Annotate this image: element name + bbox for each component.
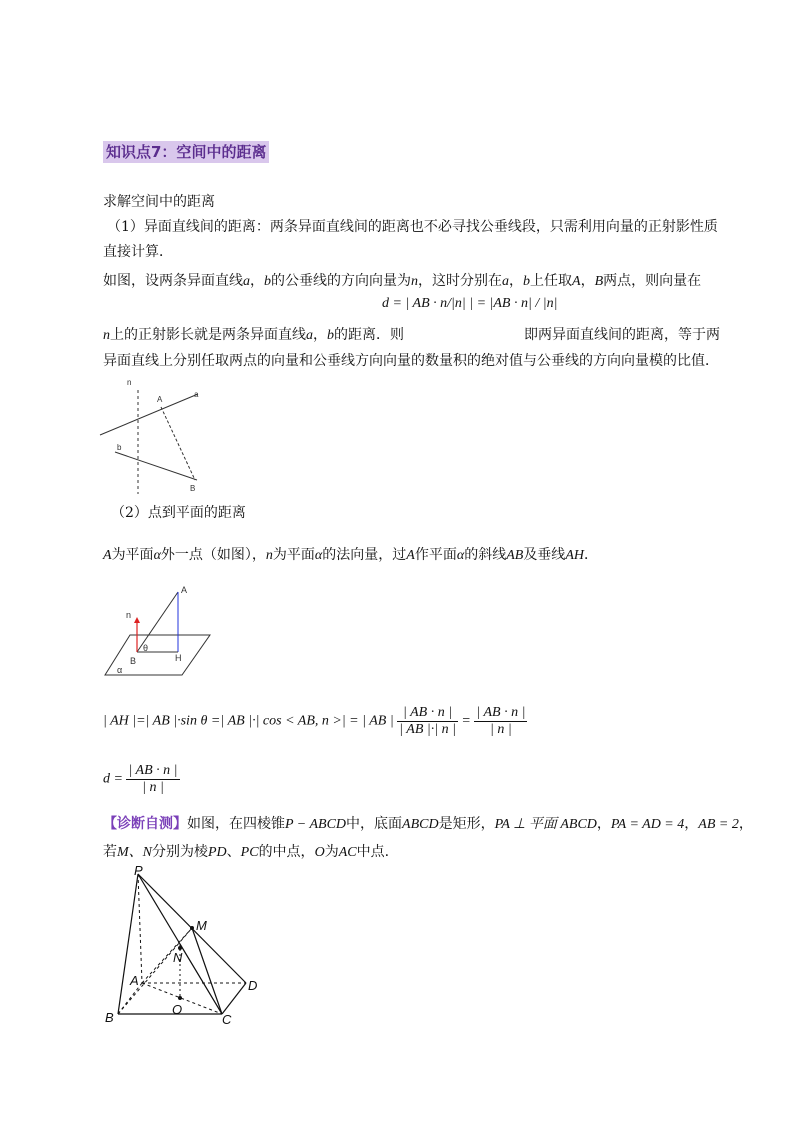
label-C: C: [222, 1012, 232, 1027]
text-fragment: 的距离．则: [334, 327, 404, 343]
text-fragment: 的法向量，过: [322, 547, 407, 563]
label-P: P: [134, 863, 143, 878]
diagnosis-line2: [103, 843, 389, 862]
label-alpha: α: [117, 665, 123, 675]
label-n: n: [126, 610, 132, 620]
text-fragment: ，这时分别在: [418, 273, 502, 289]
point-O: [178, 996, 182, 1000]
text-fragment: 为平面: [272, 547, 315, 563]
text-fragment: 及垂线: [523, 547, 566, 563]
fraction-1: [397, 705, 458, 738]
formula-distance: [103, 763, 180, 796]
label-A: A: [181, 585, 188, 595]
text-fragment: 两点，则向量在: [603, 273, 702, 289]
text-fragment: 中点.: [356, 844, 390, 860]
math-fragment: O: [314, 845, 325, 860]
part1-line5: 异面直线上分别任取两点的向量和公垂线方向向量的数量积的绝对值与公垂线的方向向量模的比值．: [103, 353, 719, 369]
formula-d-skew-lines: [382, 296, 557, 312]
var-b: b: [523, 274, 530, 289]
text-fragment: 外一点（如图），: [160, 547, 266, 563]
label-B: B: [105, 1010, 114, 1025]
text-fragment: 是矩形，: [438, 816, 495, 832]
label-a: a: [194, 390, 199, 399]
text-fragment: 上的正射影长就是两条异面直线: [110, 327, 306, 343]
part1-title-line2: 直接计算．: [103, 244, 173, 260]
label-O: O: [172, 1002, 183, 1017]
var-AH: AH: [565, 548, 584, 563]
label-A: A: [157, 395, 163, 404]
text-fragment: 若: [103, 844, 117, 860]
math-fragment: PD: [208, 845, 227, 860]
point-plane-figure: [100, 580, 220, 685]
math-fragment: M、N: [117, 845, 152, 860]
fraction-numerator: | AB · n |: [128, 763, 178, 778]
label-D: D: [248, 978, 258, 993]
text-fragment: ，: [738, 816, 753, 832]
equals-sign: =: [461, 713, 471, 729]
text-fragment: 如图，设两条异面直线: [103, 273, 243, 289]
fraction-numerator: | AB · n |: [476, 705, 526, 720]
skew-lines-figure: [95, 372, 225, 497]
part2-line: [103, 546, 598, 565]
var-alpha: α: [456, 548, 465, 563]
text-fragment: ，: [596, 816, 611, 832]
diagnosis-line1: [103, 815, 753, 834]
fraction: [126, 763, 179, 796]
text-fragment: 为平面: [111, 547, 154, 563]
part2-title: （2）点到平面的距离: [111, 505, 246, 521]
text-fragment: 为: [324, 844, 339, 860]
var-B: B: [594, 274, 604, 289]
text-fragment: 作平面: [414, 547, 457, 563]
line-a: [100, 394, 198, 435]
formula-lhs: d =: [103, 771, 123, 787]
math-fragment: AC: [338, 845, 357, 860]
fraction-denominator: | n |: [490, 722, 512, 737]
fraction-numerator: | AB · n |: [397, 705, 458, 722]
text-fragment: 的斜线: [464, 547, 507, 563]
section-heading: 知识点7：空间中的距离: [103, 141, 269, 163]
part1-line4-tail: 即两异面直线间的距离，等于两: [524, 327, 720, 343]
label-n: n: [127, 378, 132, 387]
var-n: n: [265, 548, 273, 563]
text-fragment: 、: [226, 844, 241, 860]
diagnosis-tag: 【诊断自测】: [103, 816, 187, 832]
var-a: a: [306, 328, 313, 343]
text-fragment: 中，底面: [346, 816, 403, 832]
fraction-2: [474, 705, 527, 738]
label-B: B: [190, 484, 196, 493]
text-fragment: ，: [684, 816, 699, 832]
var-b: b: [327, 328, 334, 343]
label-H: H: [175, 653, 182, 663]
text-fragment: 如图，在四棱锥: [187, 816, 285, 832]
math-fragment: PC: [240, 845, 259, 860]
text-fragment: 的公垂线的方向向量为: [271, 273, 411, 289]
formula-point-plane: [103, 705, 527, 738]
label-M: M: [196, 918, 207, 933]
label-b: b: [117, 443, 122, 452]
edge-CD: [222, 983, 246, 1014]
var-AB: AB: [506, 548, 524, 563]
math-fragment: PA = AD = 4: [610, 817, 685, 832]
edge-PA: [138, 874, 142, 983]
part1-title-line1: （1）异面直线间的距离：两条异面直线间的距离也不必寻找公垂线段，只需利用向量的正射影性质: [107, 219, 718, 235]
line-b: [115, 452, 197, 480]
formula-text: d = | AB · n/|n| | = |AB · n| / |n|: [382, 296, 558, 311]
var-alpha: α: [314, 548, 323, 563]
label-N: N: [173, 950, 183, 965]
text-fragment: ．: [583, 547, 598, 563]
math-fragment: AB = 2: [698, 817, 739, 832]
var-A: A: [406, 548, 415, 563]
pyramid-figure: [100, 862, 270, 1032]
edge-PB: [118, 874, 138, 1014]
fraction-denominator: | n |: [142, 780, 164, 795]
math-fragment: PA ⊥ 平面 ABCD: [494, 817, 597, 832]
var-A: A: [572, 274, 581, 289]
var-a: a: [502, 274, 509, 289]
math-fragment: ABCD: [402, 817, 439, 832]
label-A: A: [130, 973, 139, 988]
math-fragment: P − ABCD: [285, 817, 347, 832]
label-theta: θ: [143, 643, 149, 653]
intro-text: 求解空间中的距离: [103, 194, 215, 210]
text-fragment: 分别为棱: [152, 844, 208, 860]
point-M: [190, 926, 194, 930]
var-alpha: α: [153, 548, 161, 563]
var-n: n: [103, 328, 110, 343]
var-A: A: [103, 548, 112, 563]
formula-lhs: | AH |=| AB |·sin θ =| AB |·| cos < AB, n >| = | AB |: [103, 713, 394, 729]
part1-line3: 如图，设两条异面直线a，b的公垂线的方向向量为n，这时分别在a，b上任取A，B两点，则向量在: [103, 273, 702, 289]
var-b: b: [264, 274, 271, 289]
text-fragment: 上任取: [530, 273, 572, 289]
normal-arrowhead: [134, 617, 140, 623]
var-a: a: [243, 274, 250, 289]
part1-line4: n上的正射影长就是两条异面直线a，b的距离．则: [103, 327, 404, 343]
text-fragment: 的中点，: [258, 844, 315, 860]
label-B: B: [130, 656, 137, 666]
fraction-denominator: | AB |·| n |: [399, 722, 456, 737]
var-n: n: [411, 274, 418, 289]
